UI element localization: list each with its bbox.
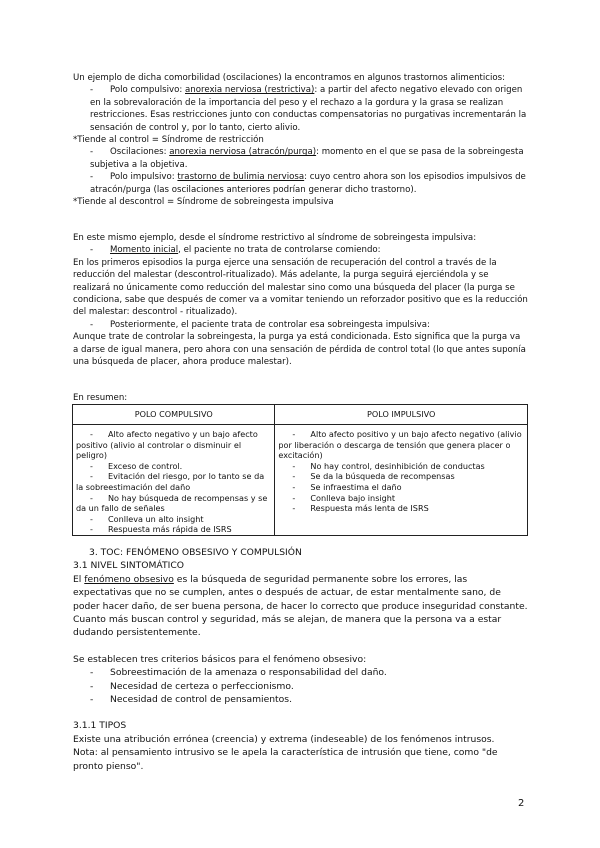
table-item: - Evitación del riesgo, por lo tanto se da la sobreestimación del daño (76, 471, 265, 492)
section-heading: 3. TOC: FENÓMENO OBSESIVO Y COMPULSIÓN (89, 547, 302, 558)
table-item: - No hay búsqueda de recompensas y se da un fallo de señales (76, 492, 268, 514)
table-item: - Alto afecto negativo y un bajo afecto positivo (alivio al controlar o disminuir el peligro) (76, 429, 258, 461)
note: *Tiende al control = Síndrome de restricción (73, 135, 264, 146)
list-item: - Momento inicial, el paciente no trata de controlarse comiendo: (90, 245, 381, 256)
paragraph: Aunque trate de controlar la sobreingesta, la purga ya está condicionada. Esto significa que la purga va a darse de igual manera, pero ahora con una sensación de pérdida de control total (lo que antes suponía una búsqueda de placer, ahora produce malestar). (73, 332, 526, 368)
example-line: En este mismo ejemplo, desde el síndrome restrictivo al síndrome de sobreingesta impulsiva: (73, 233, 477, 243)
page-number: 2 (518, 798, 525, 809)
table-item: - Respuesta más rápida de ISRS (90, 524, 232, 535)
paragraph: Nota: al pensamiento intrusivo se le apela la característica de intrusión que tiene, como "de pronto pienso". (73, 747, 498, 772)
table-item: - Exceso de control. (90, 460, 183, 471)
list-item: - Necesidad de control de pensamientos. (90, 694, 292, 706)
subsection-heading: 3.1 NIVEL SINTOMÁTICO (73, 560, 184, 572)
paragraph: Existe una atribución errónea (creencia) y extrema (indeseable) de los fenómenos intrusos. (73, 733, 495, 745)
table-item: - Conlleva bajo insight (292, 492, 396, 503)
list-item: - Polo compulsivo: anorexia nerviosa (restrictiva): a partir del afecto negativo elevado con origen en la sobrevaloración de la importancia del peso y el rechazo a la gordura y la grasa se realizan restricciones. Esas restricciones junto con conductas compensatorias no purgativas incrementarán la sensación de control y, por lo tanto, cierto alivio. (90, 85, 527, 133)
table-header-impulsive: POLO IMPULSIVO (275, 405, 528, 425)
example-section (73, 232, 528, 368)
table-item: - Conlleva un alto insight (90, 513, 204, 524)
list-item: - Polo impulsivo: trastorno de bulimia nerviosa: cuyo centro ahora son los episodios impulsivos de atracón/purga (las oscilaciones anteriores podrían generar dicho trastorno). (90, 172, 526, 195)
table-item: - Se da la búsqueda de recompensas (292, 471, 455, 482)
table-item: - No hay control, desinhibición de conductas (292, 460, 485, 471)
intro-section (73, 72, 528, 208)
compulsive-cell (73, 425, 275, 536)
summary-table (72, 404, 528, 536)
summary-label: En resumen: (73, 393, 128, 403)
paragraph: El fenómeno obsesivo es la búsqueda de seguridad permanente sobre los errores, las expectativas que no se cumplen, antes o después de actuar, de estar mentalmente sano, de poder hacer daño, de ser buena persona, de hacer lo correcto que produce inseguridad constante. (73, 573, 528, 612)
table-header-compulsive: POLO COMPULSIVO (73, 405, 275, 425)
list-item: - Posteriormente, el paciente trata de controlar esa sobreingesta impulsiva: (90, 319, 430, 330)
list-item: - Sobreestimación de la amenaza o responsabilidad del daño. (90, 667, 387, 679)
paragraph: En los primeros episodios la purga ejerce una sensación de recuperación del control a través de la reducción del malestar (descontrol-ritualizado). Más adelante, la purga seguirá ejerciéndola y se realizará no únicamente como reducción del malestar sino como una búsqueda del placer (la purga se condiciona, sabe que después de comer va a vomitar teniendo un reforzador positivo que es la reducción del malestar: descontrol - ritualizado). (73, 257, 528, 318)
list-item: - Necesidad de certeza o perfeccionismo. (90, 680, 294, 692)
paragraph: Cuanto más buscan control y seguridad, más se alejan, de manera que la persona va a estar dudando persistentemente. (73, 614, 502, 639)
table-item: - Alto afecto positivo y un bajo afecto negativo (alivio por liberación o descarga de tensión que genera placer o excitación) (278, 429, 522, 461)
criteria-intro: Se establecen tres criterios básicos para el fenómeno obsesivo: (73, 653, 367, 665)
impulsive-cell (275, 425, 528, 536)
list-item: - Oscilaciones: anorexia nerviosa (atracón/purga): momento en el que se pasa de la sobreingesta subjetiva a la objetiva. (90, 147, 524, 170)
table-item: - Se infraestima el daño (292, 481, 402, 492)
table-item: - Respuesta más lenta de ISRS (292, 503, 429, 514)
toc-section (73, 546, 528, 773)
intro-line: Un ejemplo de dicha comorbilidad (oscilaciones) la encontramos en algunos trastornos alimenticios: (73, 73, 506, 83)
subsection-heading: 3.1.1 TIPOS (73, 720, 127, 732)
note: *Tiende al descontrol = Síndrome de sobreingesta impulsiva (73, 197, 334, 208)
